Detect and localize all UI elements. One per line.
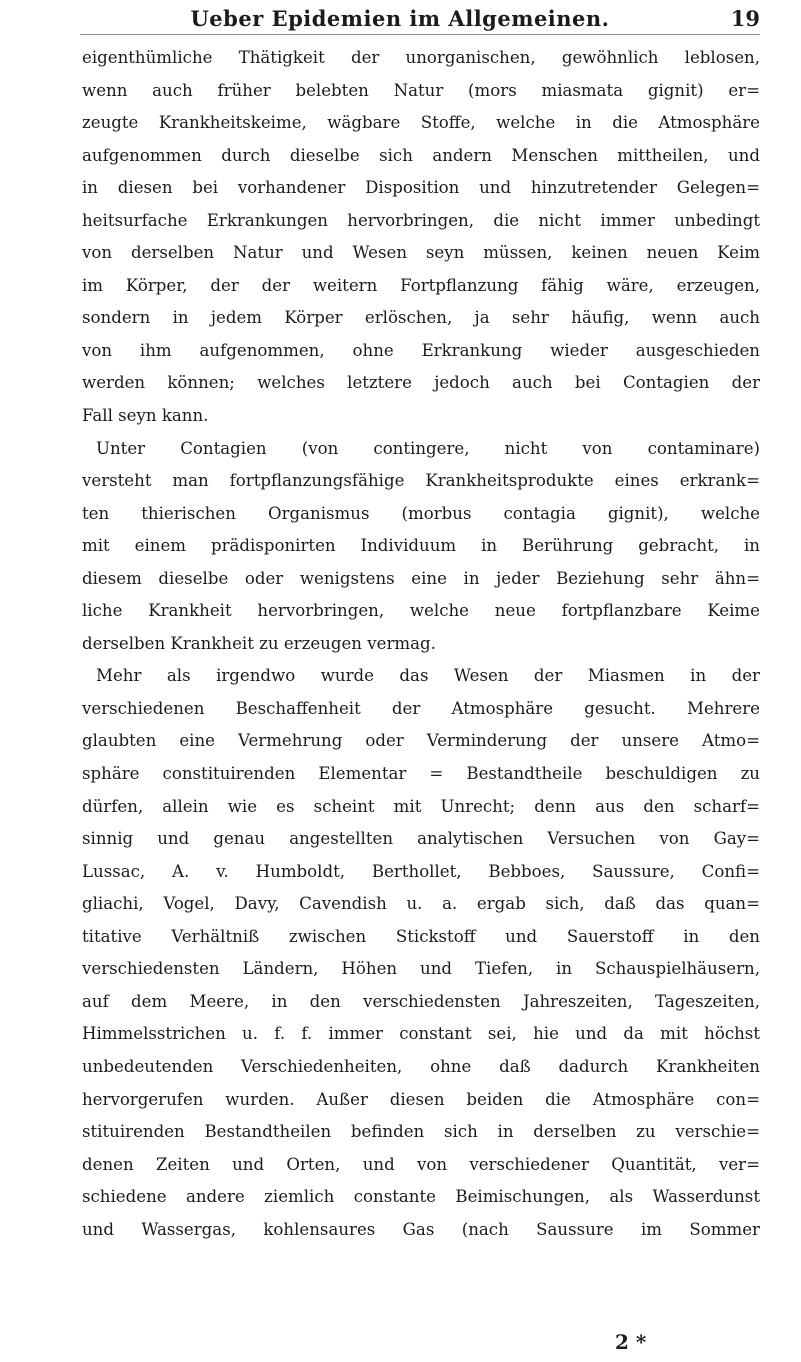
text-line: versteht man fortpflanzungsfähige Krankheitsprodukte eines erkrank= bbox=[82, 471, 760, 491]
text-line: zeugte Krankheitskeime, wägbare Stoffe, welche in die Atmosphäre bbox=[82, 113, 760, 133]
text-line: denen Zeiten und Orten, und von verschiedener Quantität, ver= bbox=[82, 1154, 760, 1174]
text-line: und Wassergas, kohlensaures Gas (nach Saussure im Sommer bbox=[82, 1219, 760, 1239]
text-line: von ihm aufgenommen, ohne Erkrankung wieder ausgeschieden bbox=[82, 340, 760, 360]
running-head bbox=[80, 6, 760, 35]
text-line: auf dem Meere, in den verschiedensten Jahreszeiten, Tageszeiten, bbox=[82, 991, 760, 1011]
text-line: von derselben Natur und Wesen seyn müssen, keinen neuen Keim bbox=[82, 243, 760, 263]
text-line: eigenthümliche Thätigkeit der unorganischen, gewöhnlich leblosen, bbox=[82, 48, 760, 67]
text-line: wenn auch früher belebten Natur (mors miasmata gignit) er= bbox=[82, 80, 760, 100]
text-line: derselben Krankheit zu erzeugen vermag. bbox=[82, 633, 436, 653]
text-line: Himmelsstrichen u. f. f. immer constant sei, hie und da mit höchst bbox=[82, 1024, 760, 1044]
signature-mark: 2 * bbox=[615, 1330, 647, 1354]
text-line: glaubten eine Vermehrung oder Verminderung der unsere Atmo= bbox=[82, 731, 760, 751]
text-line: schiedene andere ziemlich constante Beimischungen, als Wasserdunst bbox=[82, 1187, 760, 1207]
text-line: Fall seyn kann. bbox=[82, 406, 209, 426]
text-line: sondern in jedem Körper erlöschen, ja sehr häufig, wenn auch bbox=[82, 308, 760, 328]
text-line: Lussac, A. v. Humboldt, Berthollet, Bebboes, Saussure, Confi= bbox=[82, 861, 760, 881]
text-line: sphäre constituirenden Elementar = Bestandtheile beschuldigen zu bbox=[82, 764, 760, 784]
text-line: Unter Contagien (von contingere, nicht von contaminare) bbox=[96, 438, 760, 458]
text-line: heitsurfache Erkrankungen hervorbringen, die nicht immer unbedingt bbox=[82, 210, 760, 230]
text-line: aufgenommen durch dieselbe sich andern Menschen mittheilen, und bbox=[82, 145, 760, 165]
text-line: hervorgerufen wurden. Außer diesen beiden die Atmosphäre con= bbox=[82, 1089, 760, 1109]
text-line: liche Krankheit hervorbringen, welche neue fortpflanzbare Keime bbox=[82, 601, 760, 621]
text-line: verschiedensten Ländern, Höhen und Tiefen, in Schauspielhäusern, bbox=[82, 959, 760, 979]
text-line: in diesen bei vorhandener Disposition und hinzutretender Gelegen= bbox=[82, 178, 760, 198]
text-line: titative Verhältniß zwischen Stickstoff und Sauerstoff in den bbox=[82, 926, 760, 946]
text-line: stituirenden Bestandtheilen befinden sich in derselben zu verschie= bbox=[82, 1122, 760, 1142]
text-line: dürfen, allein wie es scheint mit Unrecht; denn aus den scharf= bbox=[82, 796, 760, 816]
text-line: gliachi, Vogel, Davy, Cavendish u. a. ergab sich, daß das quan= bbox=[82, 894, 760, 914]
text-line: verschiedenen Beschaffenheit der Atmosphäre gesucht. Mehrere bbox=[82, 698, 760, 718]
running-title: Ueber Epidemien im Allgemeinen. bbox=[190, 6, 610, 31]
text-line: Mehr als irgendwo wurde das Wesen der Miasmen in der bbox=[96, 666, 760, 686]
text-line: unbedeutenden Verschiedenheiten, ohne daß dadurch Krankheiten bbox=[82, 1056, 760, 1076]
text-line: werden können; welches letztere jedoch auch bei Contagien der bbox=[82, 373, 760, 393]
text-line: mit einem prädisponirten Individuum in Berührung gebracht, in bbox=[82, 536, 760, 556]
text-line: ten thierischen Organismus (morbus contagia gignit), welche bbox=[82, 503, 760, 523]
text-line: im Körper, der der weitern Fortpflanzung fähig wäre, erzeugen, bbox=[82, 275, 760, 295]
page-number: 19 bbox=[730, 6, 760, 31]
text-line: diesem dieselbe oder wenigstens eine in jeder Beziehung sehr ähn= bbox=[82, 568, 760, 588]
body-text bbox=[82, 42, 760, 1246]
text-line: sinnig und genau angestellten analytischen Versuchen von Gay= bbox=[82, 829, 760, 849]
